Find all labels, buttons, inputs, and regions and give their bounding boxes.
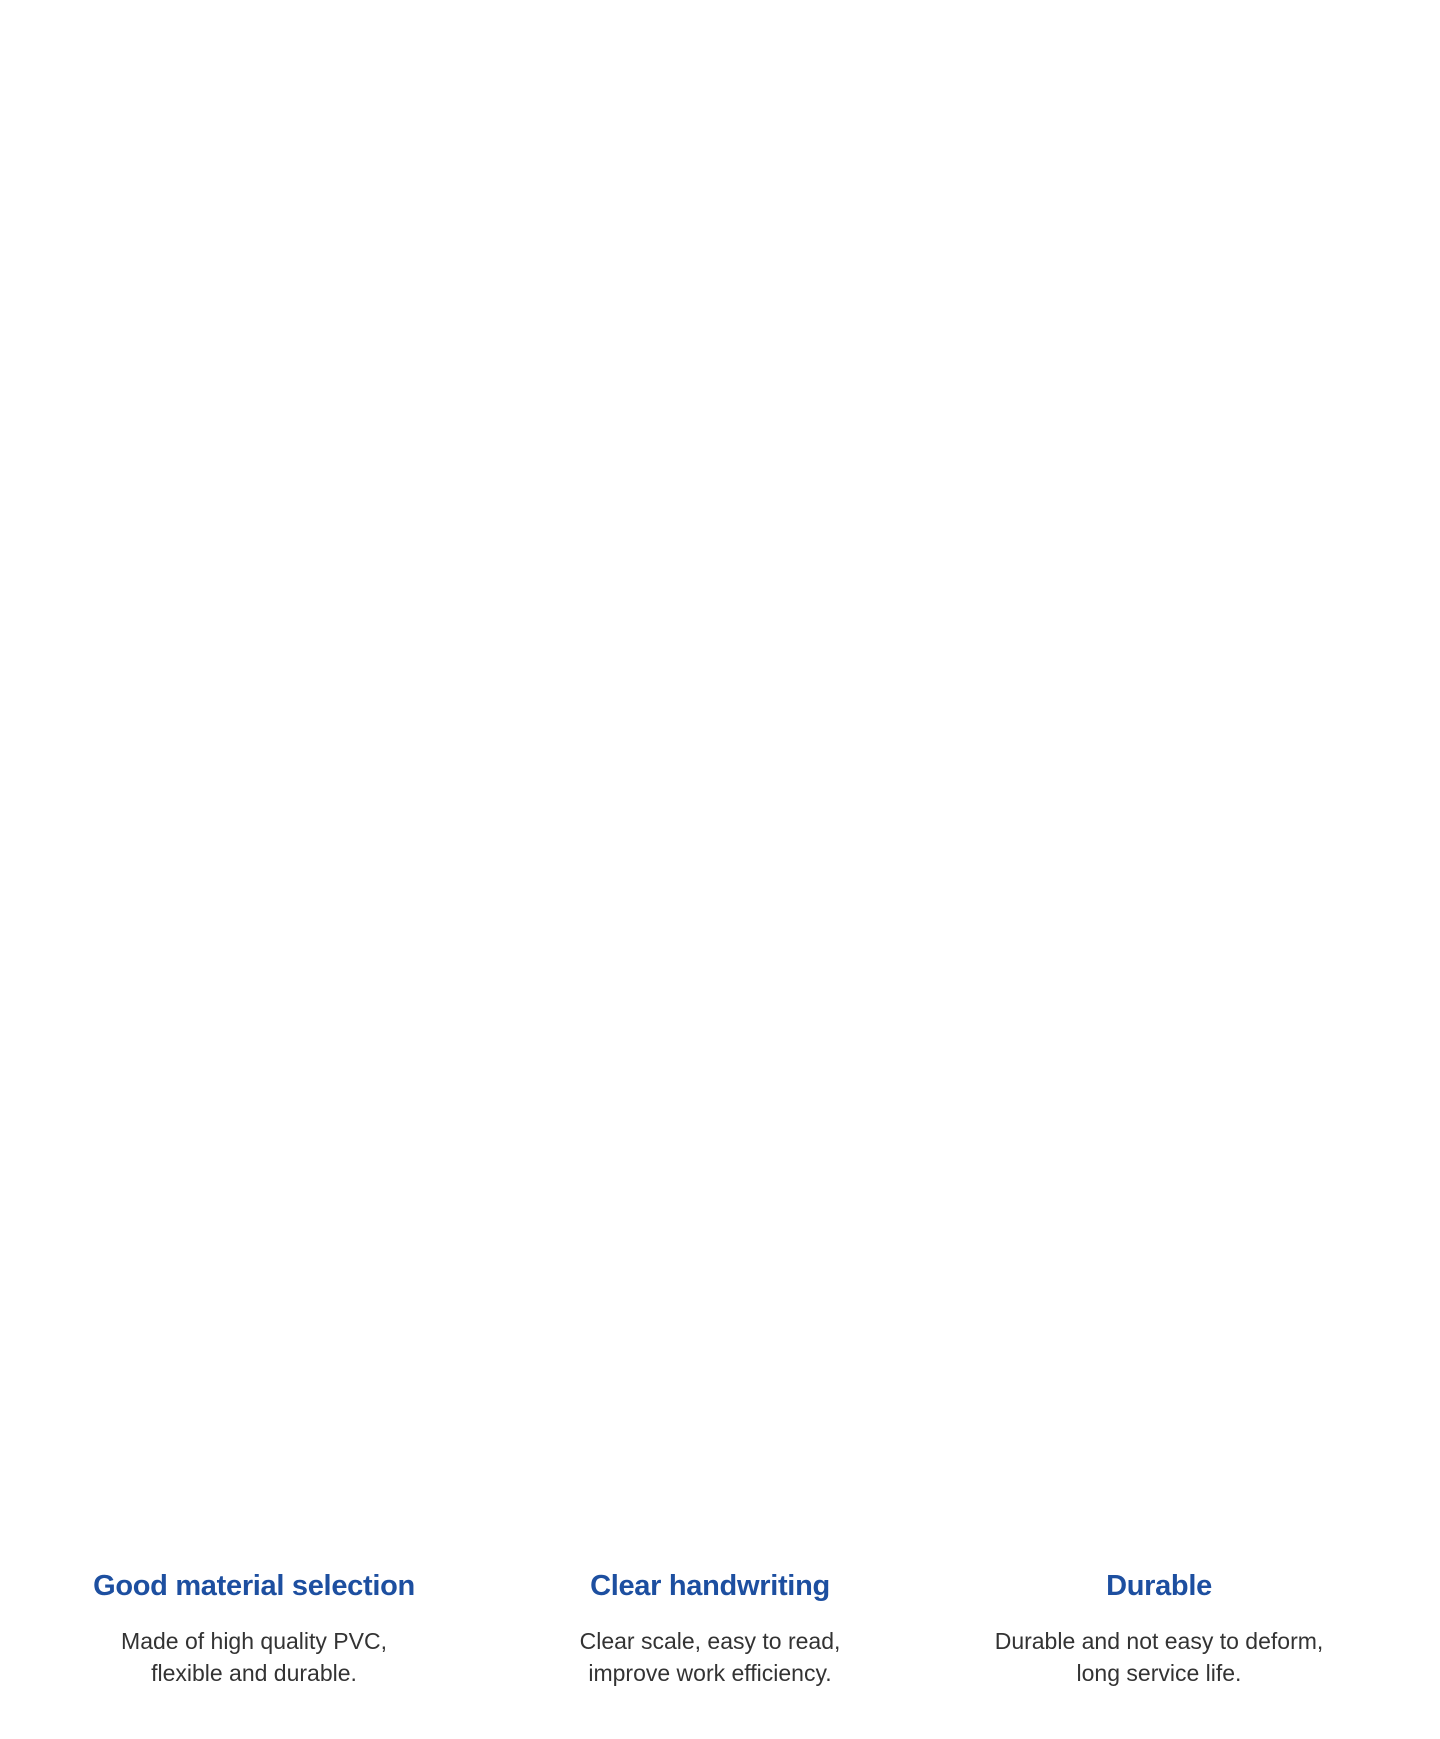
- feature-3-desc-line-2: long service life.: [1076, 1660, 1242, 1686]
- feature-3: [939, 1570, 1379, 1689]
- feature-3-title: Durable: [1106, 1570, 1212, 1602]
- feature-1: [34, 1570, 474, 1689]
- feature-2-desc-line-2: improve work efficiency.: [588, 1660, 832, 1686]
- feature-1-description: [34, 1625, 474, 1689]
- feature-2-desc-line-1: Clear scale, easy to read,: [579, 1628, 841, 1654]
- feature-1-title: Good material selection: [93, 1570, 415, 1602]
- feature-2-description: [490, 1625, 930, 1689]
- feature-1-desc-line-1: Made of high quality PVC,: [121, 1628, 387, 1654]
- feature-2-title: Clear handwriting: [590, 1570, 830, 1602]
- feature-3-description: [939, 1625, 1379, 1689]
- feature-1-desc-line-2: flexible and durable.: [151, 1660, 357, 1686]
- feature-2: [490, 1570, 930, 1689]
- feature-3-desc-line-1: Durable and not easy to deform,: [994, 1628, 1324, 1654]
